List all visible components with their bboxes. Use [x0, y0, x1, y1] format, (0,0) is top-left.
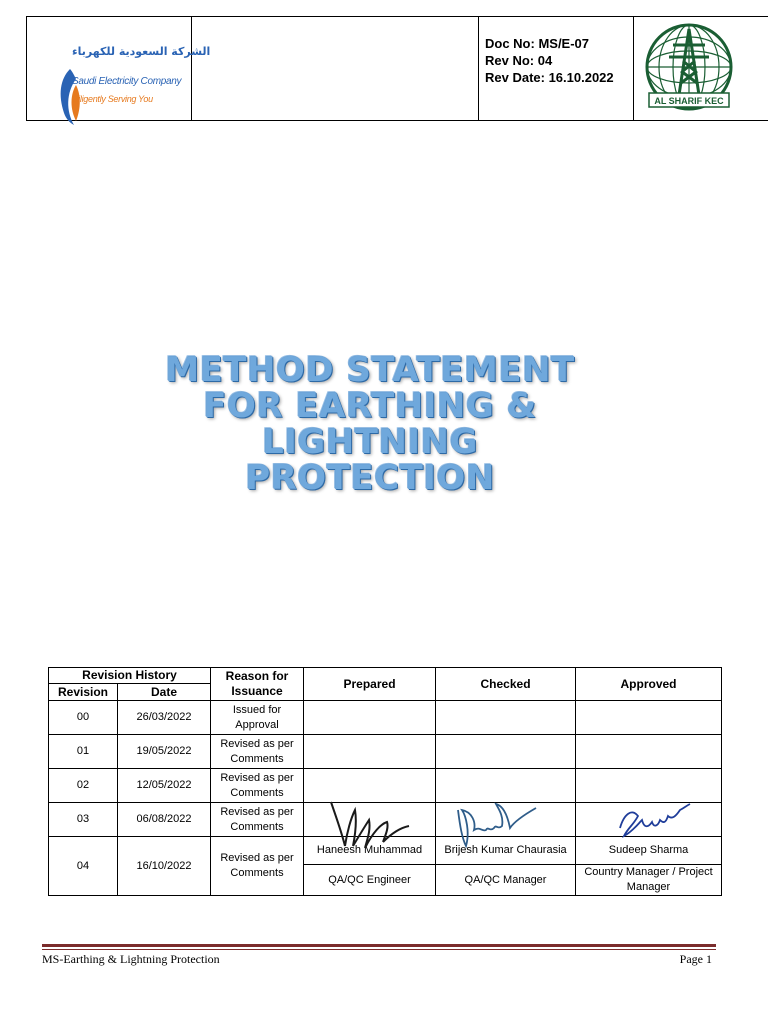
reason-header: Reason for Issuance [211, 668, 304, 701]
revision-cell: 02 [49, 769, 118, 803]
approved-cell [576, 735, 722, 769]
approved-header: Approved [576, 668, 722, 701]
prepared-by-role: QA/QC Engineer [304, 865, 436, 896]
title-line-3: LIGHTNING [262, 422, 478, 462]
revision-table [48, 667, 722, 896]
date-cell: 26/03/2022 [118, 701, 211, 735]
checked-cell [436, 803, 576, 837]
document-title [120, 352, 620, 496]
revision-date: Rev Date: 16.10.2022 [485, 70, 614, 85]
table-row [49, 769, 722, 803]
kec-logo-text: AL SHARIF KEC [654, 96, 724, 106]
approved-cell [576, 803, 722, 837]
approved-cell [576, 701, 722, 735]
prepared-cell [304, 769, 436, 803]
reason-cell: Revised as per Comments [211, 803, 304, 837]
prepared-cell [304, 803, 436, 837]
sec-tagline: Diligently Serving You [72, 94, 153, 104]
checked-by-role: QA/QC Manager [436, 865, 576, 896]
checked-cell [436, 769, 576, 803]
table-row [49, 701, 722, 735]
revision-cell: 03 [49, 803, 118, 837]
date-cell: 16/10/2022 [118, 837, 211, 896]
revision-cell: 01 [49, 735, 118, 769]
checked-by-name: Brijesh Kumar Chaurasia [436, 837, 576, 865]
sec-arabic-name: الشركة السعودية للكهرباء [72, 45, 211, 58]
title-line-4: PROTECTION [245, 458, 495, 498]
checked-header: Checked [436, 668, 576, 701]
title-line-1: METHOD STATEMENT [165, 350, 575, 390]
prepared-by-name: Haneesh Muhammad [304, 837, 436, 865]
sec-logo-cell [27, 17, 211, 120]
table-header-row [49, 668, 722, 684]
prepared-header: Prepared [304, 668, 436, 701]
footer-rule-thin [42, 949, 716, 950]
prepared-cell [304, 735, 436, 769]
header-blank-cell [192, 17, 479, 120]
revision-history-header: Revision History [49, 668, 211, 684]
revision-number: Rev No: 04 [485, 53, 553, 68]
date-cell: 06/08/2022 [118, 803, 211, 837]
reason-cell: Revised as per Comments [211, 769, 304, 803]
footer-page-number: Page 1 [679, 952, 712, 966]
approved-by-name: Sudeep Sharma [576, 837, 722, 865]
footer-document-name: MS-Earthing & Lightning Protection [42, 952, 220, 966]
date-column-header: Date [118, 684, 211, 701]
date-cell: 12/05/2022 [118, 769, 211, 803]
kec-logo-cell [634, 17, 768, 120]
title-line-2: FOR EARTHING & [203, 386, 537, 426]
reason-cell: Revised as per Comments [211, 837, 304, 896]
revision-column-header: Revision [49, 684, 118, 701]
revision-cell: 04 [49, 837, 118, 896]
table-row [49, 735, 722, 769]
doc-info-cell [479, 17, 634, 120]
checked-cell [436, 735, 576, 769]
footer-rule [42, 944, 716, 947]
document-header [26, 16, 768, 121]
prepared-cell [304, 701, 436, 735]
reason-cell: Revised as per Comments [211, 735, 304, 769]
al-sharif-kec-logo [639, 21, 739, 118]
revision-cell: 00 [49, 701, 118, 735]
checked-cell [436, 701, 576, 735]
date-cell: 19/05/2022 [118, 735, 211, 769]
reason-cell: Issued for Approval [211, 701, 304, 735]
sec-english-name: Saudi Electricity Company [72, 76, 182, 87]
doc-number: Doc No: MS/E-07 [485, 36, 590, 51]
approved-by-role: Country Manager / Project Manager [576, 865, 722, 896]
table-row [49, 837, 722, 865]
approved-cell [576, 769, 722, 803]
table-row [49, 803, 722, 837]
